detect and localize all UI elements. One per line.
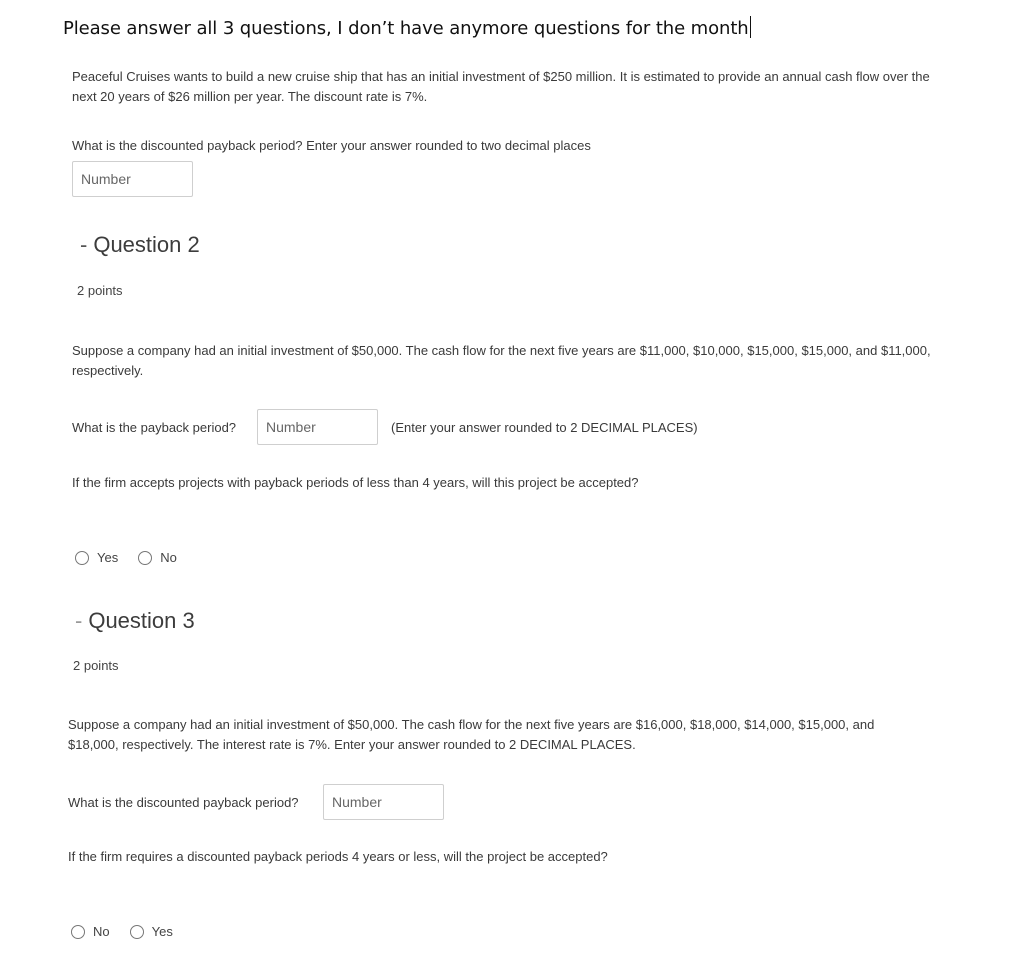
q2-option-no[interactable]: [138, 550, 177, 565]
q2-accept-question: If the firm accepts projects with payback periods of less than 4 years, will this project be accepted?: [72, 475, 639, 490]
q3-radio-no[interactable]: [71, 925, 85, 939]
q3-option-yes-label: Yes: [151, 924, 173, 939]
q2-input-hint: (Enter your answer rounded to 2 DECIMAL PLACES): [391, 420, 698, 435]
q1-question: What is the discounted payback period? Enter your answer rounded to two decimal places: [72, 138, 591, 153]
q3-radio-yes[interactable]: [130, 925, 144, 939]
q3-option-no[interactable]: [71, 924, 110, 939]
q2-radio-yes[interactable]: [75, 551, 89, 565]
q3-payback-label: What is the discounted payback period?: [68, 795, 299, 810]
q3-option-yes[interactable]: [130, 924, 173, 939]
q3-option-no-label: No: [93, 924, 110, 939]
q3-collapse-toggle[interactable]: -: [75, 608, 83, 633]
q2-payback-input[interactable]: [257, 409, 378, 445]
q3-accept-question: If the firm requires a discounted payback periods 4 years or less, will the project be accepted?: [68, 849, 608, 864]
q2-points: 2 points: [77, 283, 123, 298]
q2-option-yes[interactable]: [75, 550, 118, 565]
q2-radio-no[interactable]: [138, 551, 152, 565]
q3-title: Question 3: [88, 608, 195, 633]
header-note-text: Please answer all 3 questions, I don’t have anymore questions for the month: [63, 18, 749, 39]
q3-payback-input[interactable]: [323, 784, 444, 820]
q2-header: [80, 232, 200, 258]
q3-header: [75, 608, 195, 634]
header-note: [63, 16, 751, 39]
q2-option-yes-label: Yes: [97, 550, 119, 565]
text-caret: [750, 16, 751, 38]
q2-payback-label: What is the payback period?: [72, 420, 237, 435]
q3-points: 2 points: [73, 658, 119, 673]
q3-radio-group: [71, 924, 193, 939]
q1-number-input[interactable]: [72, 161, 193, 197]
q2-collapse-toggle[interactable]: -: [80, 232, 88, 257]
q3-prompt: Suppose a company had an initial investment of $50,000. The cash flow for the next five years are $16,000, $18,000, $14,000, $15,000, and $18,000, respectively. The interest rate is 7%. Enter your answer rounded to 2 DECIMAL PLACES.: [68, 717, 875, 752]
q2-prompt: Suppose a company had an initial investment of $50,000. The cash flow for the next five years are $11,000, $10,000, $15,000, $15,000, and $11,000, respectively.: [72, 343, 931, 378]
q2-title: Question 2: [93, 232, 200, 257]
q1-prompt: Peaceful Cruises wants to build a new cruise ship that has an initial investment of $250 million. It is estimated to provide an annual cash flow over the next 20 years of $26 million per year. The discount rate is 7%.: [72, 69, 930, 104]
q2-radio-group: [75, 550, 197, 565]
q2-option-no-label: No: [160, 550, 177, 565]
